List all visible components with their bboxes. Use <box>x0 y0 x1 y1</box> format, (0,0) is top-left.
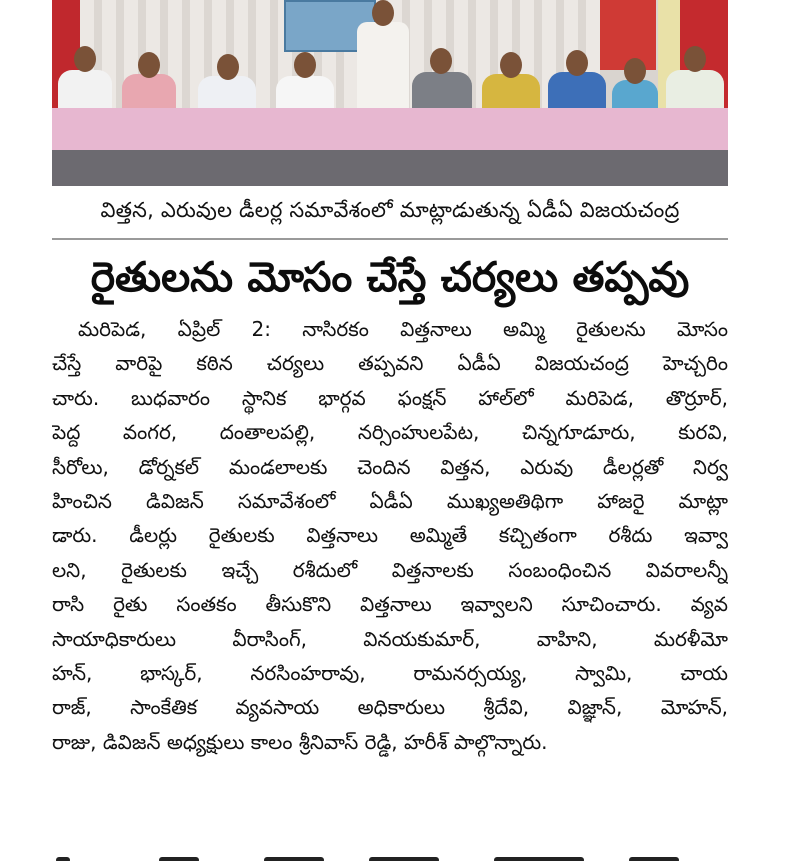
speaker-head <box>372 0 394 26</box>
attendee-head <box>500 52 522 78</box>
body-line: రాజు, డివిజన్ అధ్యక్షులు కాలం శ్రీనివాస్ రెడ్డి, హరీశ్ పాల్గొన్నారు. <box>52 729 548 754</box>
article-headline: రైతులను మోసం చేస్తే చర్యలు తప్పవు <box>90 253 690 301</box>
attendee-head <box>217 54 239 80</box>
body-line: రాజ్, సాంకేతిక వ్యవసాయ అధికారులు శ్రీదేవి, విజ్ఞాన్, మోహన్, <box>52 695 728 720</box>
body-line: డారు. డీలర్లు రైతులకు విత్తనాలు అమ్మితే కచ్చితంగా రశీదు ఇవ్వా <box>52 523 728 548</box>
article-body <box>52 312 728 759</box>
body-line: చారు. బుధవారం స్థానిక భార్గవ ఫంక్షన్ హాల్‌లో మరిపెడ, తొర్రూర్, <box>52 385 728 410</box>
body-line: సాయాధికారులు వీరాసింగ్, వినయకుమార్, వాహిని, మరళీమో <box>52 626 728 651</box>
body-line: హించిన డివిజన్ సమావేశంలో ఏడీఏ ముఖ్యఅతిథిగా హాజరై మాట్లా <box>52 488 728 513</box>
body-line: చేస్తే వారిపై కఠిన చర్యలు తప్పవని ఏడీఏ విజయచంద్ర హెచ్చరిం <box>52 351 728 376</box>
attendee-head <box>138 52 160 78</box>
attendee-head <box>684 46 706 72</box>
meeting-table <box>52 108 728 150</box>
attendee-head <box>74 46 96 72</box>
attendee-head <box>430 48 452 74</box>
body-line: రాసి రైతు సంతకం తీసుకొని విత్తనాలు ఇవ్వాలని సూచించారు. వ్యవ <box>52 592 728 617</box>
floor <box>52 150 728 186</box>
caption-divider <box>52 238 728 240</box>
photo-caption: విత్తన, ఎరువుల డీలర్ల సమావేశంలో మాట్లాడుతున్న ఏడీఏ విజయచంద్ర <box>100 198 680 222</box>
body-line: హన్, భాస్కర్, నరసింహరావు, రామనర్సయ్య, స్వామి, చాయ <box>52 660 728 685</box>
attendee-head <box>566 50 588 76</box>
body-line: సీరోలు, డోర్నకల్ మండలాలకు చెందిన విత్తన, ఎరువు డీలర్లతో నిర్వ <box>52 454 728 479</box>
attendee-head <box>294 52 316 78</box>
body-line: పెద్ద వంగర, దంతాలపల్లి, నర్సింహులపేట, చిన్నగూడూరు, కురవి, <box>52 420 728 445</box>
attendee-head <box>624 58 646 84</box>
cropped-next-line <box>52 848 728 861</box>
body-line: మరిపెడ, ఏప్రిల్ 2: నాసిరకం విత్తనాలు అమ్మి రైతులను మోసం <box>78 317 728 341</box>
body-line: లని, రైతులకు ఇచ్చే రశీదులో విత్తనాలకు సంబంధించిన వివరాలన్నీ <box>52 557 728 582</box>
meeting-photo <box>52 0 728 186</box>
